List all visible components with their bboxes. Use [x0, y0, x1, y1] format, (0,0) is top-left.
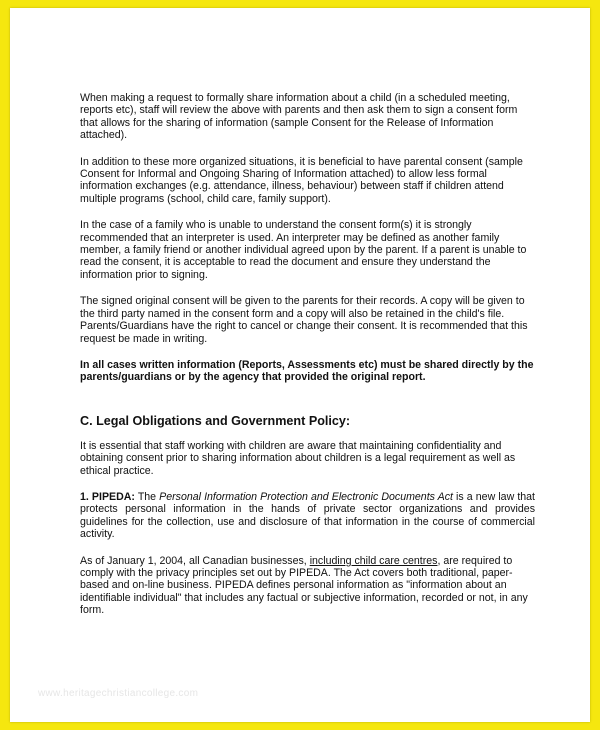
paragraph-signed-consent: The signed original consent will be given to the parents for their records. A copy will be given to the third party named in the consent form and a copy will also be retained in the child's file. Parents/Guardians have the right to cancel or change their consent. It is recommended that this request be made in writing. — [80, 295, 528, 345]
paragraph-canadian-businesses — [80, 555, 535, 617]
paragraph-pipeda — [80, 491, 535, 541]
final-underlined-text: including child care centres — [309, 554, 438, 567]
bold-note: In all cases written information (Reports, Assessments etc) must be shared directly by the parents/guardians or by the agency that provided the original report. — [80, 358, 534, 384]
pipeda-act-name: Personal Information Protection and Electronic Documents Act — [159, 490, 453, 503]
paragraph-interpreter: In the case of a family who is unable to understand the consent form(s) it is strongly recommended that an interpreter is used. An interpreter may be defined as another family member, a family friend or another individual agreed upon by the parent. If a parent is unable to read the consent, it is acceptable to read the document and ensure they understand the information prior to signing. — [80, 219, 527, 281]
pipeda-text-after: is a new law that protects personal information in the hands of private sector organizations and provides guidelines for the collection, use and disclosure of that information in the course of commercial activity. — [80, 490, 535, 541]
section-heading: C. Legal Obligations and Government Policy: — [80, 413, 351, 428]
paragraph-parental-consent: In addition to these more organized situations, it is beneficial to have parental consent (sample Consent for Informal and Ongoing Sharing of Information attached) to allow less formal information exchanges (e.g. attendance, illness, behaviour) between staff if children attend multiple programs (school, child care, family support). — [80, 155, 523, 205]
final-text-after: , are required to comply with the privacy principles set out by PIPEDA. The Act covers both traditional, paper-based and on-line business. PIPEDA defines personal information as "information about an identifiable individual" that includes any factual or subjective information, recorded or not, in any form. — [80, 554, 528, 617]
paragraph-request: When making a request to formally share information about a child (in a scheduled meeting, reports etc), staff will review the above with parents and then ask them to sign a consent form that allows for the sharing of information (sample Consent for the Release of Information attached). — [80, 92, 518, 142]
pipeda-text-before: The — [134, 490, 160, 503]
section-intro: It is essential that staff working with children are aware that maintaining confidentiality and obtaining consent prior to sharing information about children is a legal requirement as well as ethical practice. — [80, 439, 516, 477]
final-text-before: As of January 1, 2004, all Canadian businesses, — [80, 554, 310, 567]
watermark-text: www.heritagechristiancollege.com — [38, 688, 199, 699]
document-page — [10, 8, 590, 722]
pipeda-label: 1. PIPEDA: — [80, 490, 135, 503]
document-body — [80, 92, 535, 631]
